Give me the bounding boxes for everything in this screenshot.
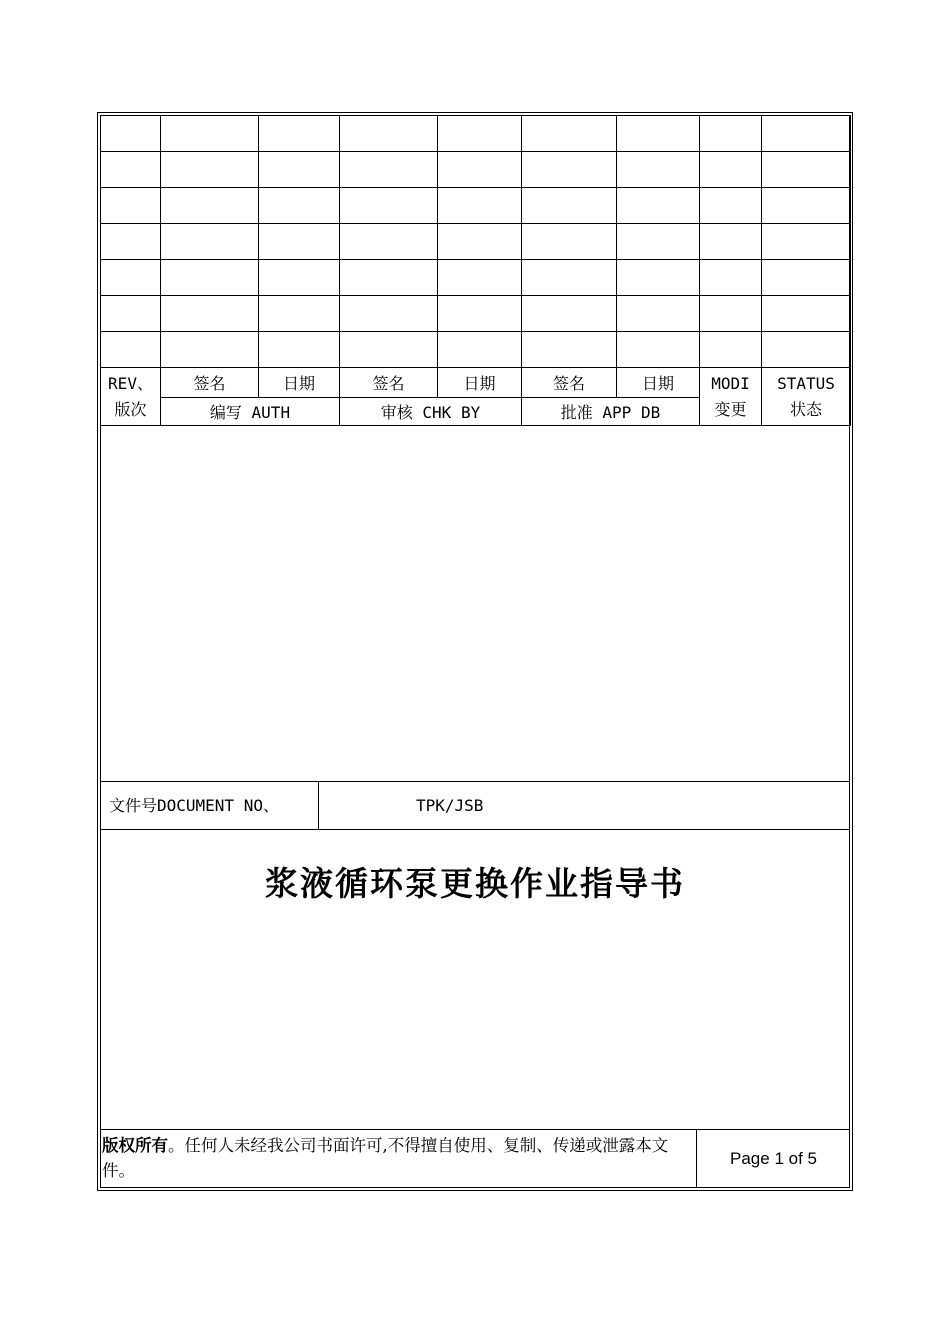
- copyright-notice: [102, 1133, 692, 1183]
- revision-blank-cell: [340, 224, 438, 260]
- document-number-label: 文件号DOCUMENT NO、: [109, 796, 279, 815]
- revision-blank-cell: [617, 296, 700, 332]
- revision-blank-cell: [438, 332, 522, 368]
- revision-blank-cell: [762, 332, 851, 368]
- revision-blank-row: [101, 152, 851, 188]
- revision-blank-row: [101, 332, 851, 368]
- revision-blank-cell: [161, 188, 259, 224]
- revision-blank-cell: [522, 224, 617, 260]
- document-number-value: TPK/JSB: [416, 796, 484, 815]
- footer: [100, 1129, 850, 1188]
- revision-blank-cell: [340, 332, 438, 368]
- app-role-cell: 批准 APP DB: [522, 398, 700, 426]
- status-label-cn: 状态: [789, 399, 822, 419]
- revision-blank-cell: [762, 224, 851, 260]
- revision-blank-cell: [700, 260, 762, 296]
- revision-blank-cell: [161, 116, 259, 152]
- revision-blank-cell: [762, 116, 851, 152]
- revision-blank-cell: [522, 116, 617, 152]
- auth-role-cell: 编写 AUTH: [161, 398, 340, 426]
- chk-role-cell: 审核 CHK BY: [340, 398, 522, 426]
- revision-blank-cell: [259, 152, 340, 188]
- revision-blank-cell: [438, 152, 522, 188]
- revision-blank-cell: [259, 116, 340, 152]
- revision-blank-cell: [340, 116, 438, 152]
- revision-blank-cell: [762, 152, 851, 188]
- revision-blank-cell: [101, 224, 161, 260]
- rev-header-cell: [101, 368, 161, 426]
- revision-blank-cell: [161, 260, 259, 296]
- modi-header-cell: [700, 368, 762, 426]
- revision-blank-cell: [438, 260, 522, 296]
- revision-blank-cell: [259, 224, 340, 260]
- revision-blank-cell: [259, 260, 340, 296]
- revision-blank-cell: [617, 260, 700, 296]
- revision-header-row: [101, 368, 851, 398]
- revision-blank-cell: [340, 296, 438, 332]
- revision-blank-cell: [700, 152, 762, 188]
- document-number-row: [100, 781, 850, 830]
- document-number-divider: [318, 782, 319, 829]
- revision-blank-cell: [161, 332, 259, 368]
- revision-blank-cell: [438, 296, 522, 332]
- revision-blank-cell: [617, 332, 700, 368]
- revision-blank-cell: [762, 296, 851, 332]
- revision-blank-cell: [259, 188, 340, 224]
- revision-blank-cell: [259, 332, 340, 368]
- revision-blank-cell: [161, 152, 259, 188]
- chk-sign-header: 签名: [340, 368, 438, 398]
- rev-label: REV、: [108, 373, 153, 393]
- revision-blank-cell: [438, 224, 522, 260]
- revision-blank-cell: [700, 188, 762, 224]
- revision-blank-cell: [101, 116, 161, 152]
- auth-date-header: 日期: [259, 368, 340, 398]
- revision-blank-cell: [161, 224, 259, 260]
- revision-table: [100, 115, 851, 426]
- revision-blank-row: [101, 188, 851, 224]
- revision-blank-cell: [700, 224, 762, 260]
- app-sign-header: 签名: [522, 368, 617, 398]
- revision-blank-cell: [259, 296, 340, 332]
- revision-blank-cell: [101, 296, 161, 332]
- revision-blank-cell: [101, 260, 161, 296]
- revision-blank-cell: [522, 152, 617, 188]
- revision-blank-cell: [700, 116, 762, 152]
- copyright-text: 。任何人未经我公司书面许可,不得擅自使用、复制、传递或泄露本文件。: [102, 1136, 669, 1180]
- revision-blank-cell: [617, 152, 700, 188]
- page-number: Page 1 of 5: [730, 1149, 817, 1168]
- revision-blank-cell: [617, 188, 700, 224]
- status-label: STATUS: [777, 373, 835, 393]
- revision-blank-row: [101, 260, 851, 296]
- revision-blank-cell: [700, 332, 762, 368]
- auth-sign-header: 签名: [161, 368, 259, 398]
- revision-blank-cell: [522, 332, 617, 368]
- revision-blank-cell: [340, 188, 438, 224]
- revision-blank-cell: [438, 188, 522, 224]
- revision-blank-cell: [438, 116, 522, 152]
- copyright-heading: 版权所有: [102, 1136, 168, 1155]
- revision-blank-cell: [522, 296, 617, 332]
- revision-blank-cell: [340, 152, 438, 188]
- revision-blank-cell: [340, 260, 438, 296]
- revision-blank-cell: [522, 260, 617, 296]
- app-date-header: 日期: [617, 368, 700, 398]
- chk-date-header: 日期: [438, 368, 522, 398]
- revision-blank-cell: [617, 116, 700, 152]
- modi-label: MODI: [711, 373, 750, 393]
- revision-blank-row: [101, 224, 851, 260]
- revision-blank-cell: [101, 332, 161, 368]
- revision-blank-row: [101, 116, 851, 152]
- rev-label-cn: 版次: [114, 399, 147, 419]
- revision-blank-cell: [762, 188, 851, 224]
- revision-blank-cell: [700, 296, 762, 332]
- revision-blank-cell: [101, 188, 161, 224]
- revision-blank-cell: [762, 260, 851, 296]
- revision-blank-cell: [617, 224, 700, 260]
- revision-blank-cell: [522, 188, 617, 224]
- revision-blank-cell: [161, 296, 259, 332]
- document-title: 浆液循环泵更换作业指导书: [265, 864, 685, 903]
- status-header-cell: [762, 368, 851, 426]
- revision-blank-row: [101, 296, 851, 332]
- revision-blank-cell: [101, 152, 161, 188]
- modi-label-cn: 变更: [714, 399, 747, 419]
